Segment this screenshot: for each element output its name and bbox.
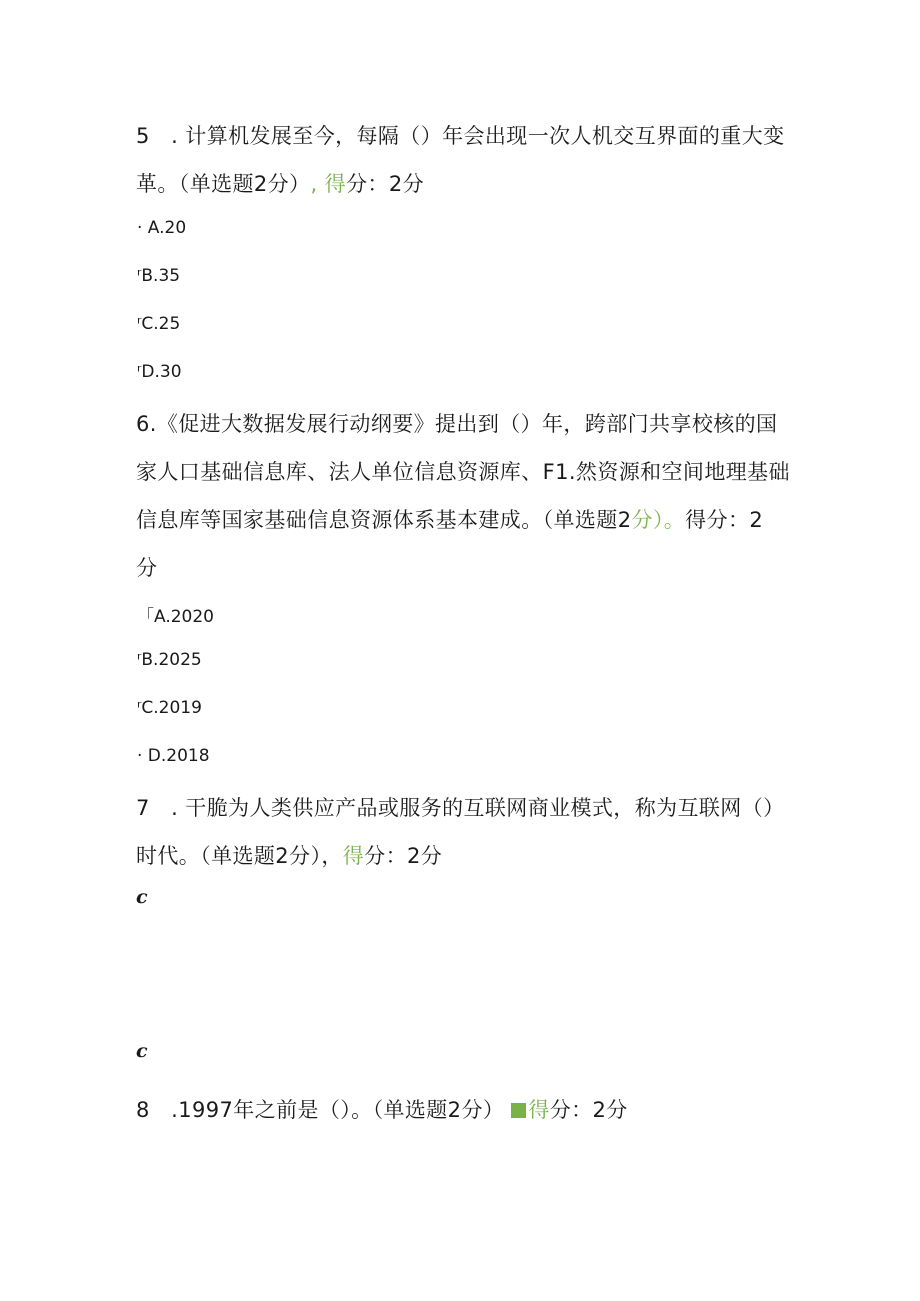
q5-option-c: ʳC.25 (137, 314, 181, 334)
q6-option-d: · D.2018 (137, 746, 210, 766)
q7-text-line-2 (136, 840, 442, 870)
q7-score-marker: 得 (342, 844, 365, 868)
q5-text-line-1: 5 . 计算机发展至今，每隔（）年会出现一次人机交互界面的重大变 (136, 124, 785, 148)
q7-question-type: 时代。（单选题2分）， (136, 844, 343, 868)
q6-question-type: 信息库等国家基础信息资源体系基本建成。（单选题2 (136, 508, 632, 532)
q6-text-line-4: 分 (136, 556, 158, 580)
green-square-icon (511, 1103, 526, 1118)
q5-text-line-2 (136, 168, 424, 198)
q6-text-line-3 (136, 504, 763, 534)
q5-score: 分：2分 (346, 172, 424, 196)
q6-score-marker: 分）。 (631, 508, 686, 532)
q5-option-a: · A.20 (137, 218, 187, 238)
q5-score-marker: , 得 (310, 172, 347, 196)
q6-option-c: ʳC.2019 (137, 698, 202, 718)
q7-text-line-1: 7 . 干脆为人类供应产品或服务的互联网商业模式，称为互联网（） (136, 796, 785, 820)
q6-option-b: ʳB.2025 (137, 650, 202, 670)
q7-option-mark-2: c (136, 1040, 148, 1062)
q5-option-d: ʳD.30 (137, 362, 182, 382)
q6-text-line-1: 6.《促进大数据发展行动纲要》提出到（）年，跨部门共享校核的国 (136, 412, 778, 436)
q6-text-line-2: 家人口基础信息库、法人单位信息资源库、F1.然资源和空间地理基础 (136, 460, 790, 484)
q8-text-line-1 (136, 1094, 628, 1124)
q5-option-b: ʳB.35 (137, 266, 181, 286)
q8-score: 分：2分 (549, 1098, 628, 1122)
q7-score: 分：2分 (364, 844, 443, 868)
q7-option-mark-1: c (136, 886, 148, 908)
q6-option-a: 「A.2020 (137, 607, 214, 627)
q5-question-type: 革。（单选题2分） (136, 172, 311, 196)
q8-score-marker: 得 (528, 1098, 550, 1122)
q6-score: 得分：2 (685, 508, 764, 532)
q8-question-text: 8 .1997年之前是（）。（单选题2分） (136, 1098, 505, 1122)
